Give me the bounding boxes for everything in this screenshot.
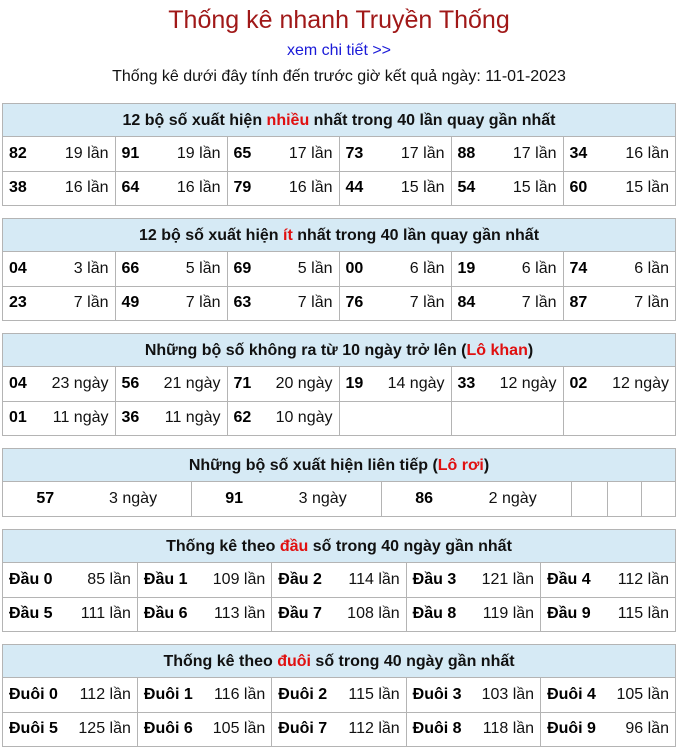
duoi-count: 103 lần [481, 685, 535, 703]
lo-khan-number: 04 [9, 374, 27, 392]
table-row [3, 171, 675, 205]
lo-roi-count: 3 ngày [109, 490, 158, 507]
dau-number: Đầu 8 [412, 605, 457, 623]
lo-khan-number: 19 [345, 374, 364, 392]
duoi-number: Đuôi 2 [278, 685, 328, 703]
least-frequent-number: 84 [457, 294, 476, 312]
lo-khan-number: 56 [121, 374, 140, 392]
least-frequent-number: 76 [345, 294, 364, 312]
duoi-cell [406, 678, 540, 712]
most-frequent-count: 15 lần [625, 179, 669, 197]
most-frequent-cell [339, 137, 451, 171]
lo-roi-empty-cell [571, 482, 607, 516]
duoi-number: Đuôi 5 [9, 720, 58, 738]
least-frequent-count: 7 lần [409, 294, 445, 312]
dau-cell [3, 597, 137, 631]
dau-count: 112 lần [617, 570, 669, 588]
duoi-number: Đuôi 7 [278, 720, 328, 738]
dau-cell [272, 597, 406, 631]
least-frequent-number: 49 [121, 294, 140, 312]
dau-table [3, 563, 675, 631]
duoi-number: Đuôi 4 [547, 685, 596, 703]
duoi-cell [541, 712, 675, 746]
duoi-count: 116 lần [213, 685, 266, 703]
lo-khan-count: 12 ngày [499, 374, 557, 392]
least-frequent-cell [115, 252, 227, 286]
lo-roi-cell [191, 482, 381, 516]
most-frequent-table [3, 137, 675, 205]
least-frequent-count: 7 lần [73, 294, 109, 312]
lo-khan-count: 21 ngày [163, 374, 221, 392]
most-frequent-count: 16 lần [64, 179, 109, 197]
least-frequent-number: 00 [345, 259, 364, 277]
lo-roi-cell [3, 482, 191, 516]
lo-roi-table [3, 482, 675, 516]
most-frequent-number: 54 [457, 179, 476, 197]
lo-khan-number: 71 [233, 374, 252, 392]
dau-number: Đầu 9 [547, 605, 591, 623]
table-row [3, 137, 675, 171]
dau-cell [406, 597, 540, 631]
duoi-cell [3, 712, 137, 746]
most-frequent-heading: 12 bộ số xuất hiện nhiều nhất trong 40 lần quay gần nhất [3, 104, 675, 137]
most-frequent-count: 17 lần [512, 144, 557, 162]
table-row [3, 482, 675, 516]
most-frequent-count: 16 lần [625, 144, 669, 162]
most-frequent-cell [563, 137, 675, 171]
dau-number: Đầu 2 [278, 570, 322, 588]
dau-count: 121 lần [481, 570, 535, 588]
most-frequent-count: 17 lần [400, 144, 445, 162]
duoi-heading: Thống kê theo đuôi số trong 40 ngày gần nhất [3, 645, 675, 678]
lo-khan-cell [563, 367, 675, 401]
most-frequent-number: 82 [9, 144, 27, 162]
lo-khan-number: 62 [233, 409, 252, 427]
most-frequent-cell [227, 171, 339, 205]
dau-count: 85 lần [87, 570, 131, 588]
least-frequent-number: 74 [569, 259, 588, 277]
lo-khan-cell [115, 401, 227, 435]
duoi-cell [272, 712, 406, 746]
least-frequent-cell [339, 252, 451, 286]
dau-cell [541, 597, 675, 631]
duoi-cell [541, 678, 675, 712]
most-frequent-cell [115, 171, 227, 205]
duoi-cell [137, 678, 271, 712]
most-frequent-number: 64 [121, 179, 140, 197]
duoi-count: 112 lần [348, 720, 400, 738]
dau-cell [406, 563, 540, 597]
most-frequent-number: 65 [233, 144, 252, 162]
least-frequent-number: 19 [457, 259, 476, 277]
duoi-number: Đuôi 6 [143, 720, 193, 738]
dau-cell [3, 563, 137, 597]
dau-number: Đầu 1 [143, 570, 188, 588]
dau-count: 113 lần [213, 605, 266, 623]
least-frequent-cell [227, 286, 339, 320]
least-frequent-cell [3, 252, 115, 286]
least-frequent-number: 87 [569, 294, 588, 312]
lo-roi-section [2, 448, 676, 517]
lo-khan-heading: Những bộ số không ra từ 10 ngày trở lên (Lô khan) [3, 334, 675, 367]
least-frequent-number: 66 [121, 259, 140, 277]
most-frequent-cell [3, 171, 115, 205]
duoi-count: 118 lần [482, 720, 535, 738]
least-frequent-count: 5 lần [185, 259, 221, 277]
most-frequent-cell [115, 137, 227, 171]
dau-number: Đầu 0 [9, 570, 53, 588]
least-frequent-cell [3, 286, 115, 320]
most-frequent-number: 79 [233, 179, 252, 197]
most-frequent-cell [3, 137, 115, 171]
least-frequent-count: 6 lần [521, 259, 557, 277]
duoi-cell [272, 678, 406, 712]
lo-roi-number: 86 [415, 490, 434, 507]
lo-roi-empty-cell [641, 482, 675, 516]
duoi-table [3, 678, 675, 746]
most-frequent-cell [451, 137, 563, 171]
dau-number: Đầu 7 [278, 605, 322, 623]
lo-roi-cell [381, 482, 571, 516]
dau-cell [137, 563, 271, 597]
lo-roi-heading: Những bộ số xuất hiện liên tiếp (Lô rơi) [3, 449, 675, 482]
least-frequent-number: 69 [233, 259, 252, 277]
dau-count: 119 lần [482, 605, 535, 623]
lo-khan-count: 20 ngày [275, 374, 333, 392]
lo-khan-count: 23 ngày [51, 374, 109, 392]
dau-count: 111 lần [80, 605, 131, 623]
dau-cell [137, 597, 271, 631]
least-frequent-count: 6 lần [409, 259, 445, 277]
most-frequent-number: 60 [569, 179, 588, 197]
least-frequent-number: 63 [233, 294, 252, 312]
lo-khan-cell [227, 367, 339, 401]
least-frequent-number: 04 [9, 259, 27, 277]
least-frequent-cell [451, 252, 563, 286]
table-row [3, 597, 675, 631]
most-frequent-cell [227, 137, 339, 171]
dau-section [2, 529, 676, 632]
least-frequent-cell [563, 252, 675, 286]
lo-khan-cell [227, 401, 339, 435]
duoi-section [2, 644, 676, 747]
lo-khan-count: 12 ngày [612, 374, 669, 392]
least-frequent-cell [115, 286, 227, 320]
most-frequent-number: 88 [457, 144, 476, 162]
least-frequent-count: 7 lần [297, 294, 333, 312]
dau-number: Đầu 5 [9, 605, 53, 623]
most-frequent-number: 44 [345, 179, 364, 197]
most-frequent-number: 38 [9, 179, 27, 197]
lo-khan-cell [451, 401, 563, 435]
least-frequent-cell [451, 286, 563, 320]
most-frequent-section [2, 103, 676, 206]
duoi-cell [3, 678, 137, 712]
lo-khan-count: 11 ngày [164, 409, 221, 427]
duoi-count: 112 lần [79, 685, 131, 703]
lo-khan-number: 33 [457, 374, 476, 392]
dau-number: Đầu 3 [412, 570, 457, 588]
least-frequent-count: 7 lần [634, 294, 669, 312]
duoi-count: 115 lần [348, 685, 400, 703]
duoi-number: Đuôi 9 [547, 720, 596, 738]
lo-roi-empty-cell [607, 482, 641, 516]
lo-roi-number: 91 [225, 490, 244, 507]
duoi-count: 105 lần [616, 685, 669, 703]
least-frequent-count: 7 lần [185, 294, 221, 312]
lo-khan-cell [3, 401, 115, 435]
least-frequent-section [2, 218, 676, 321]
lo-roi-count: 3 ngày [298, 490, 347, 507]
page-title: Thống kê nhanh Truyền Thống [168, 6, 510, 34]
page-subtitle: Thống kê dưới đây tính đến trước giờ kết quả ngày: 11-01-2023 [112, 68, 566, 85]
lo-khan-cell [3, 367, 115, 401]
least-frequent-heading: 12 bộ số xuất hiện ít nhất trong 40 lần quay gần nhất [3, 219, 675, 252]
table-row [3, 401, 675, 435]
lo-khan-number: 36 [121, 409, 140, 427]
most-frequent-number: 91 [121, 144, 140, 162]
least-frequent-number: 23 [9, 294, 27, 312]
lo-roi-count: 2 ngày [488, 490, 537, 507]
most-frequent-count: 17 lần [288, 144, 333, 162]
duoi-count: 96 lần [625, 720, 669, 738]
lo-khan-cell [563, 401, 675, 435]
most-frequent-count: 15 lần [400, 179, 445, 197]
dau-count: 115 lần [617, 605, 669, 623]
most-frequent-count: 15 lần [512, 179, 557, 197]
duoi-number: Đuôi 1 [143, 685, 193, 703]
dau-count: 109 lần [212, 570, 266, 588]
least-frequent-table [3, 252, 675, 320]
most-frequent-count: 19 lần [176, 144, 221, 162]
dau-count: 108 lần [347, 605, 400, 623]
dau-cell [272, 563, 406, 597]
lo-roi-number: 57 [36, 490, 55, 507]
least-frequent-cell [339, 286, 451, 320]
table-row [3, 563, 675, 597]
table-row [3, 252, 675, 286]
dau-number: Đầu 6 [143, 605, 188, 623]
least-frequent-cell [227, 252, 339, 286]
most-frequent-number: 34 [569, 144, 588, 162]
least-frequent-count: 3 lần [73, 259, 109, 277]
lo-khan-section [2, 333, 676, 436]
duoi-cell [406, 712, 540, 746]
table-row [3, 367, 675, 401]
most-frequent-count: 16 lần [176, 179, 221, 197]
duoi-count: 125 lần [78, 720, 131, 738]
duoi-number: Đuôi 3 [412, 685, 462, 703]
lo-khan-count: 14 ngày [387, 374, 445, 392]
lo-khan-number: 01 [9, 409, 27, 427]
most-frequent-cell [563, 171, 675, 205]
lo-khan-cell [339, 367, 451, 401]
least-frequent-cell [563, 286, 675, 320]
duoi-number: Đuôi 8 [412, 720, 462, 738]
dau-heading: Thống kê theo đầu số trong 40 ngày gần nhất [3, 530, 675, 563]
lo-khan-cell [115, 367, 227, 401]
dau-cell [541, 563, 675, 597]
most-frequent-count: 19 lần [64, 144, 109, 162]
lo-khan-table [3, 367, 675, 435]
most-frequent-cell [339, 171, 451, 205]
table-row [3, 712, 675, 746]
duoi-count: 105 lần [212, 720, 266, 738]
least-frequent-count: 5 lần [297, 259, 333, 277]
most-frequent-count: 16 lần [288, 179, 333, 197]
detail-link[interactable]: xem chi tiết >> [286, 42, 392, 59]
duoi-cell [137, 712, 271, 746]
lo-khan-cell [451, 367, 563, 401]
table-row [3, 286, 675, 320]
least-frequent-count: 6 lần [634, 259, 669, 277]
lo-khan-cell [339, 401, 451, 435]
table-row [3, 678, 675, 712]
least-frequent-count: 7 lần [521, 294, 557, 312]
lo-khan-number: 02 [569, 374, 588, 392]
most-frequent-cell [451, 171, 563, 205]
most-frequent-number: 73 [345, 144, 364, 162]
lo-khan-count: 10 ngày [275, 409, 333, 427]
duoi-number: Đuôi 0 [9, 685, 58, 703]
dau-count: 114 lần [348, 570, 400, 588]
dau-number: Đầu 4 [547, 570, 591, 588]
lo-khan-count: 11 ngày [52, 409, 109, 427]
